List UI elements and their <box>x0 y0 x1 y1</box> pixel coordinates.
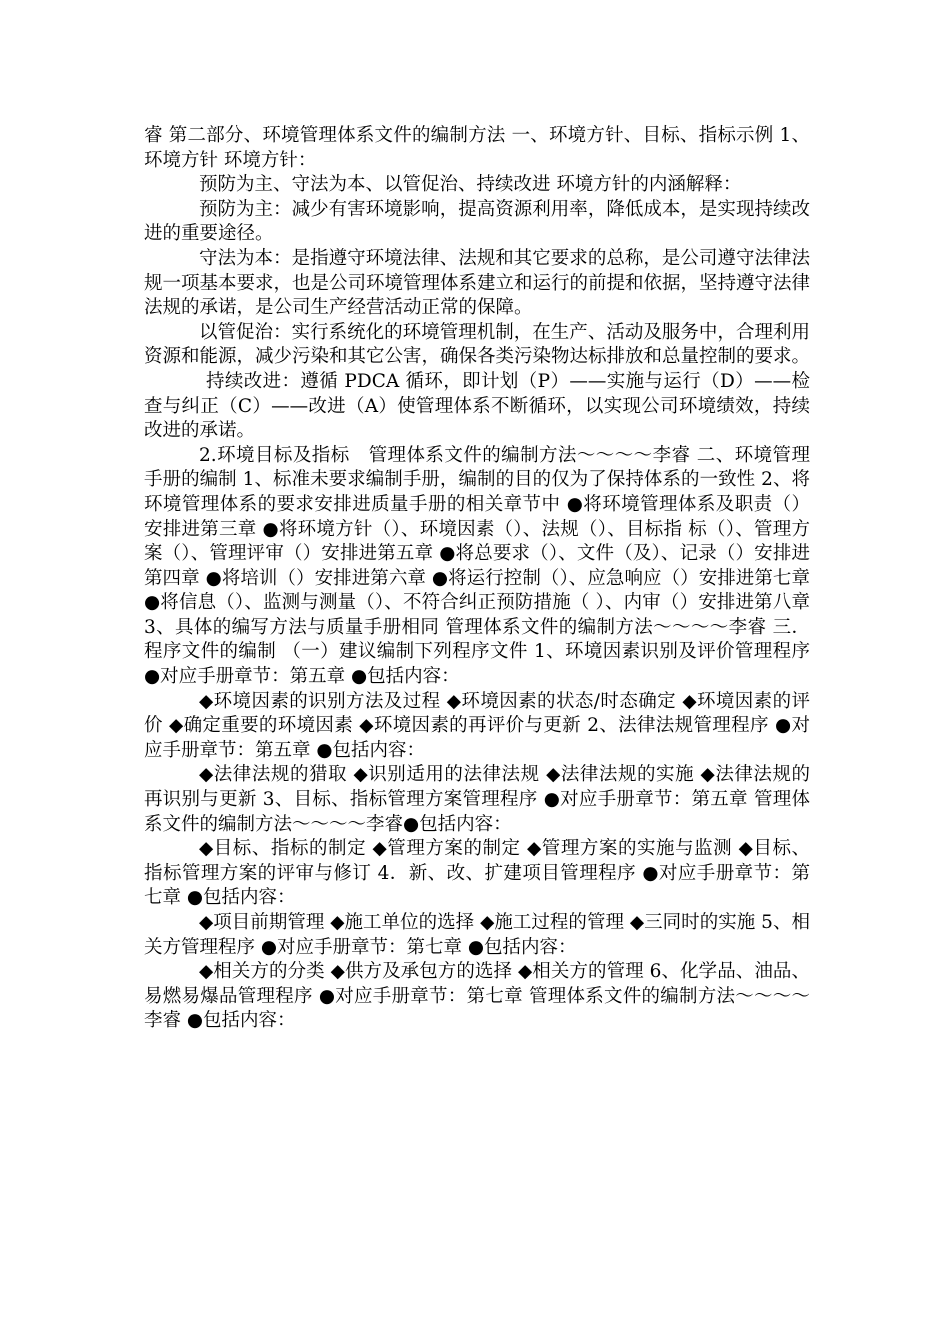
paragraph-objectives: ◆目标、指标的制定 ◆管理方案的制定 ◆管理方案的实施与监测 ◆目标、指标管理方案的评审与修订 4．新、改、扩建项目管理程序 ●对应手册章节：第七章 ●包括内容： <box>144 838 810 909</box>
paragraph-parties: ◆相关方的分类 ◆供方及承包方的选择 ◆相关方的管理 6、化学品、油品、易燃易爆品管理程序 ●对应手册章节：第七章 管理体系文件的编制方法～～～～李睿 ●包括内容： <box>144 961 810 1032</box>
paragraph-prevention: 预防为主：减少有害环境影响，提高资源利用率，降低成本，是实现持续改进的重要途径。 <box>144 198 810 245</box>
paragraph-improvement: 持续改进：遵循 PDCA 循环，即计划（P）——实施与运行（D）——检查与纠正（C）——改进（A）使管理体系不断循环，以实现公司环境绩效，持续改进的承诺。 <box>144 370 810 442</box>
paragraph-management: 以管促治：实行系统化的环境管理机制，在生产、活动及服务中，合理利用资源和能源，减少污染和其它公害，确保各类污染物达标排放和总量控制的要求。 <box>144 321 811 368</box>
document-page <box>144 124 810 1034</box>
paragraph-regulations: ◆法律法规的猎取 ◆识别适用的法律法规 ◆法律法规的实施 ◆法律法规的再识别与更新 3、目标、指标管理方案管理程序 ●对应手册章节：第五章 管理体系文件的编制方法～～～～李睿●包括内容： <box>144 764 810 835</box>
paragraph-env-factors: ◆环境因素的识别方法及过程 ◆环境因素的状态/时态确定 ◆环境因素的评价 ◆确定重要的环境因素 ◆环境因素的再评价与更新 2、法律法规管理程序 ●对应手册章节：第五章 ●包括内容： <box>144 690 810 761</box>
paragraph-law: 守法为本：是指遵守环境法律、法规和其它要求的总称，是公司遵守法律法规一项基本要求，也是公司环境管理体系建立和运行的前提和依据，坚持遵守法律法规的承诺，是公司生产经营活动正常的保障。 <box>144 247 811 319</box>
paragraph-manual: 2.环境目标及指标 管理体系文件的编制方法～～～～李睿 二、环境管理手册的编制 1、标准未要求编制手册，编制的目的仅为了保持体系的一致性 2、将环境管理体系的要求安排进质量手册的相关章节中 ●将环境管理体系及职责（）安排进第三章 ●将环境方针（）、环境因素（）、法规（）、目标指 标（）、管理方案（）、管理评审（）安排进第五章 ●将总要求（）、文件（及）、记录（）安排进 第四章 ●将培训（）安排进第六章 ●将运行控制（）、应急响应（）安排进第七章 ●将信息（）、监测与测量（）、不符合纠正预防措施（ ）、内审（）安排进第八章 3、具体的编写方法与质量手册相同 管理体系文件的编制方法～～～～李睿 三．程序文件的编制 （一）建议编制下列程序文件 1、环境因素识别及评价管理程序 ●对应手册章节：第五章 ●包括内容： <box>144 444 810 688</box>
paragraph-projects: ◆项目前期管理 ◆施工单位的选择 ◆施工过程的管理 ◆三同时的实施 5、相关方管理程序 ●对应手册章节：第七章 ●包括内容： <box>144 912 810 958</box>
paragraph-intro: 睿 第二部分、环境管理体系文件的编制方法 一、环境方针、目标、指标示例 1、环境方针 环境方针： <box>144 125 810 171</box>
paragraph-policy: 预防为主、守法为本、以管促治、持续改进 环境方针的内涵解释： <box>199 174 742 196</box>
